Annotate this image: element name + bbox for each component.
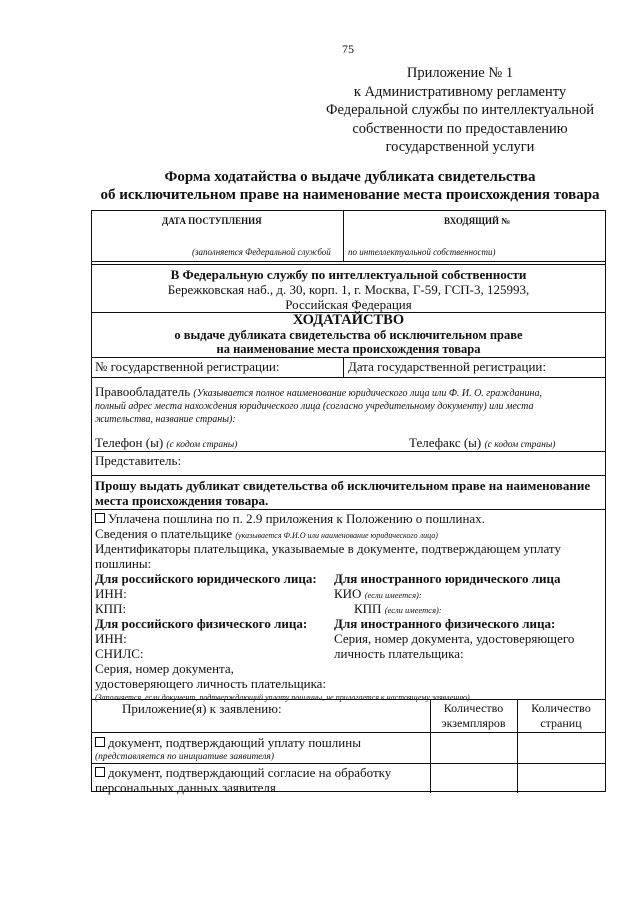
fax-title: Телефакс (ы) (409, 435, 482, 450)
appendix-line: к Административному регламенту (353, 83, 567, 100)
request-text: Прошу выдать дубликат свидетельства об исключительном праве на наименование (95, 478, 591, 493)
attachment-fee-label: документ, подтверждающий уплату пошлины (108, 735, 361, 750)
pages-header: страниц (540, 716, 582, 730)
payer-ids-text: пошлины: (95, 556, 152, 571)
appendix-line: Федеральной службы по интеллектуальной (326, 102, 594, 118)
attachment-item-consent-doc[interactable] (95, 765, 391, 780)
page-number: 75 (342, 42, 354, 56)
series-label: Серия, номер документа, (95, 661, 234, 676)
fee-footnote: (Заполняется, если документ, подтверждающий уплату пошлины, не прилагается к настоящему заявлению) (95, 693, 470, 702)
registration-number-label: № государственной регистрации: (95, 359, 280, 374)
pages-header: Количество (531, 701, 591, 715)
addressee-address: Бережковская наб., д. 30, корп. 1, г. Москва, Г-59, ГСП-3, 125993, (167, 282, 530, 297)
attachment-consent-label: документ, подтверждающий согласие на обработку (108, 765, 392, 780)
payer-ids-text: Идентификаторы плательщика, указываемые в документе, подтверждающем уплату (95, 541, 561, 556)
inn-label: ИНН: (95, 586, 127, 601)
foreign-series-label: Серия, номер документа, удостоверяющего (334, 631, 575, 646)
attachment-consent-label: персональных данных заявителя (95, 780, 276, 795)
copies-header: экземпляров (441, 716, 506, 730)
fee-paid-checkbox-row[interactable] (95, 511, 485, 526)
ru-person-heading: Для российского физического лица: (95, 616, 308, 631)
foreign-legal-heading: Для иностранного юридического лица (334, 571, 561, 586)
form-title (90, 168, 610, 204)
appendix-header (300, 64, 620, 157)
form-table (91, 210, 606, 795)
petition-title: ХОДАТАЙСТВО (292, 312, 405, 328)
series-label: удостоверяющего личность плательщика: (95, 676, 327, 691)
snils-label: СНИЛС: (95, 646, 144, 661)
kpp-foreign-title: КПП (354, 601, 382, 616)
request-text: места происхождения товара. (95, 493, 269, 508)
foreign-series-label: личность плательщика: (334, 646, 464, 661)
date-received-label: ДАТА ПОСТУПЛЕНИЯ (162, 216, 262, 226)
copies-header: Количество (443, 701, 504, 715)
kio-title: КИО (334, 586, 362, 601)
rightsholder-note: полный адрес места нахождения юридического лица (согласно учредительному документу) или места (95, 401, 534, 412)
kio-note: (если имеется): (364, 590, 422, 600)
registration-date-label: Дата государственной регистрации: (348, 359, 546, 374)
incoming-number-label: ВХОДЯЩИЙ № (444, 216, 511, 226)
phone-note: (с кодом страны) (166, 440, 238, 450)
rightsholder-note: (Указывается полное наименование юридического лица или Ф. И. О. гражданина, (193, 388, 542, 399)
appendix-line: государственной услуги (385, 139, 535, 155)
fax-note: (с кодом страны) (484, 440, 556, 450)
representative-label: Представитель: (95, 453, 182, 468)
payer-note: (указывается Ф.И.О или наименование юридического лица) (235, 531, 438, 540)
attachment-fee-checkbox[interactable] (95, 737, 105, 747)
phone-title: Телефон (ы) (95, 435, 164, 450)
fee-paid-label: Уплачена пошлина по п. 2.9 приложения к Положению о пошлинах. (108, 511, 485, 526)
payer-label: Сведения о плательщике (95, 526, 233, 541)
appendix-line: Приложение № 1 (406, 65, 514, 81)
addressee-to: В Федеральную службу по интеллектуальной собственности (170, 267, 527, 282)
attachment-fee-note: (представляется по инициативе заявителя) (95, 752, 275, 762)
kpp-label: КПП: (95, 601, 127, 616)
addressee-country: Российская Федерация (285, 297, 412, 312)
kpp-foreign-note: (если имеется): (384, 605, 442, 615)
form-title-line: об исключительном праве на наименование места происхождения товара (100, 187, 600, 203)
filled-by-note-right: по интеллектуальной собственности) (348, 247, 496, 257)
rightsholder-note: жительства, название страны): (95, 414, 236, 425)
attachments-header: Приложение(я) к заявлению: (122, 701, 282, 716)
filled-by-note-left: (заполняется Федеральной службой (192, 247, 331, 257)
form-title-line: Форма ходатайства о выдаче дубликата свидетельства (164, 169, 536, 185)
rightsholder-title: Правообладатель (95, 384, 191, 399)
attachment-consent-checkbox[interactable] (95, 767, 105, 777)
attachment-item-fee-doc[interactable] (95, 735, 361, 750)
appendix-line: собственности по предоставлению (352, 120, 568, 137)
petition-subtitle: о выдаче дубликата свидетельства об исключительном праве (174, 328, 523, 342)
ru-legal-heading: Для российского юридического лица: (95, 571, 317, 586)
foreign-person-heading: Для иностранного физического лица: (334, 616, 556, 631)
inn-person-label: ИНН: (95, 631, 127, 646)
petition-subtitle: на наименование места происхождения товара (216, 342, 481, 356)
fee-paid-checkbox[interactable] (95, 513, 105, 523)
